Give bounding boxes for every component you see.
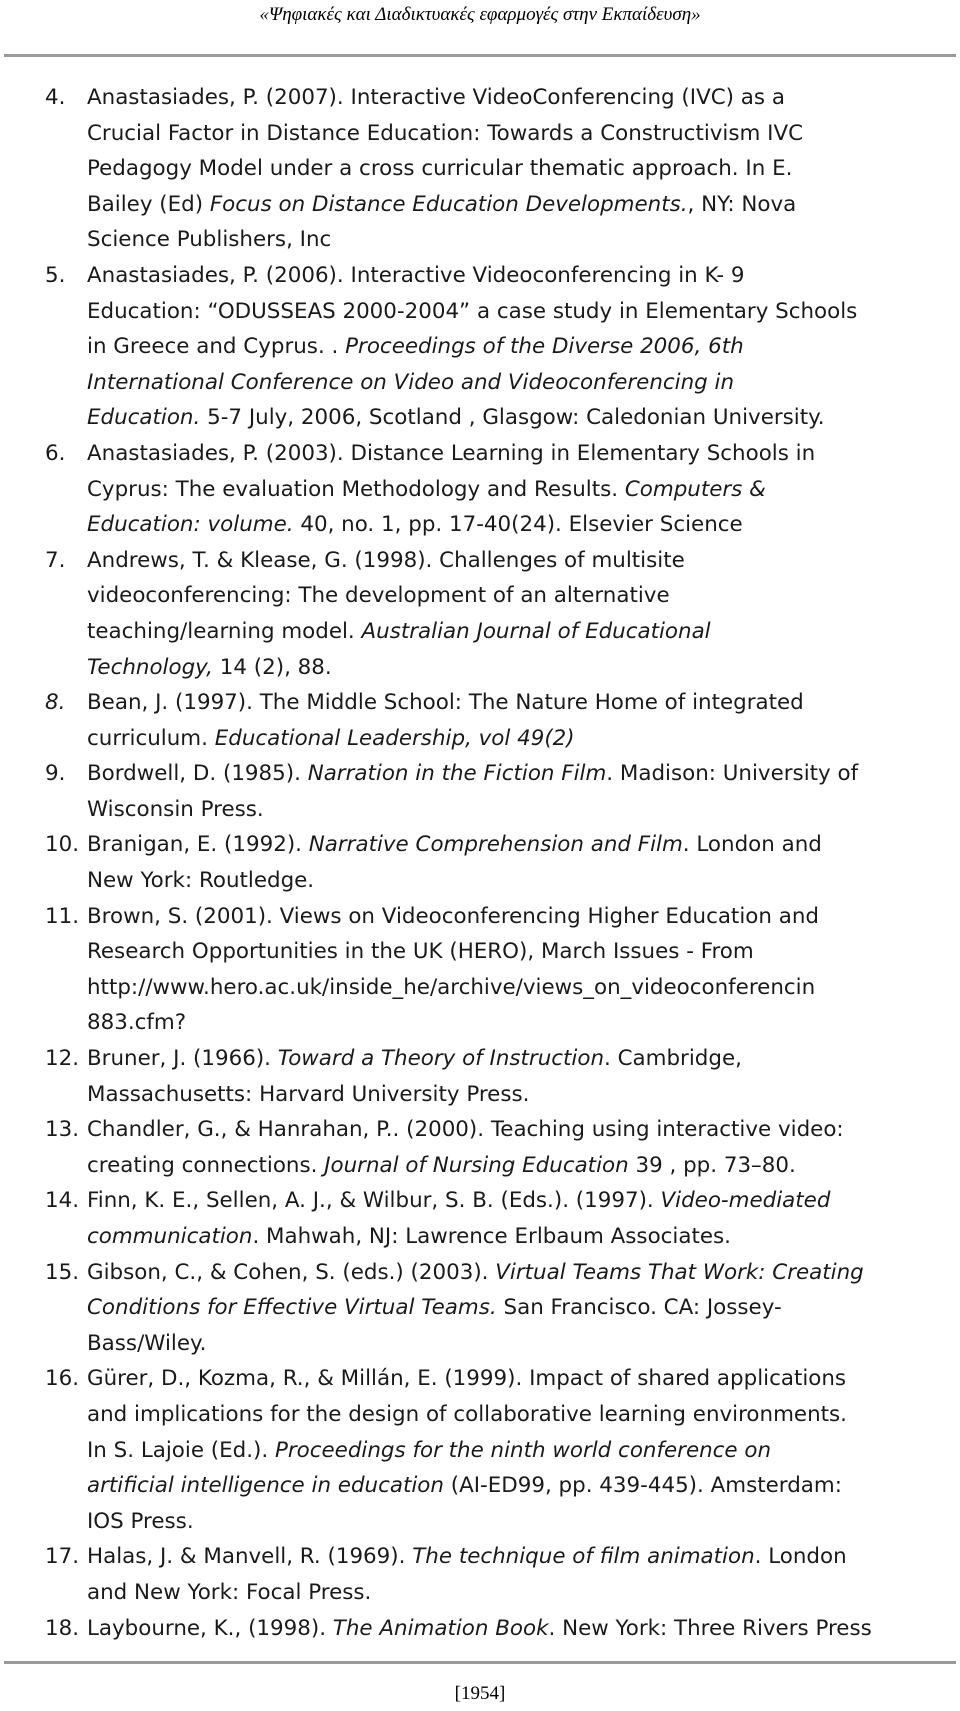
reference-line [87,472,957,508]
reference-text [87,80,957,258]
text-segment: in Greece and Cyprus. . [87,334,346,360]
reference-line [87,863,957,899]
reference-item [45,685,957,756]
text-segment: Bailey (Ed) [87,191,210,217]
italic-segment: Education: volume. [87,512,294,538]
text-segment: creating connections. [87,1152,325,1178]
italic-segment: Proceedings for the ninth world conference on [274,1437,772,1463]
text-segment: Chandler, G., & Hanrahan, P.. (2000). Teaching using interactive video: [87,1117,844,1143]
italic-segment: Video-mediated [660,1188,831,1214]
reference-line [87,116,957,152]
text-segment: 40, no. 1, pp. 17-40(24). Elsevier Science [293,512,743,538]
reference-number: 6. [45,440,66,466]
text-segment: , NY: Nova [687,191,797,217]
reference-line [87,1361,957,1397]
reference-number: 13. [45,1117,80,1143]
text-segment: Science Publishers, Inc [87,227,332,253]
text-segment: Gibson, C., & Cohen, S. (eds.) (2003). [87,1259,496,1285]
text-segment: Bordwell, D. (1985). [87,761,308,787]
text-segment: Education: “ODUSSEAS 2000-2004” a case study in Elementary Schools [87,298,858,324]
italic-segment: Proceedings of the Diverse 2006, 6th [345,334,744,360]
reference-line [87,614,957,650]
italic-segment: artificial intelligence in education [87,1473,444,1499]
reference-text [87,1611,957,1647]
reference-line [87,721,957,757]
reference-item [45,827,957,898]
reference-text [87,1183,957,1254]
text-segment: curriculum. [87,725,215,751]
reference-text [87,685,957,756]
reference-line [87,1077,957,1113]
reference-line [87,294,957,330]
reference-text [87,543,957,685]
text-segment: 14 (2), 88. [212,654,332,680]
reference-line [87,151,957,187]
reference-number: 17. [45,1544,80,1570]
reference-line [87,365,957,401]
reference-line [87,329,957,365]
reference-text [87,1255,957,1362]
reference-number: 8. [45,690,66,716]
text-segment: Anastasiades, P. (2003). Distance Learning in Elementary Schools in [87,440,816,466]
italic-segment: Virtual Teams That Work: Creating [495,1259,864,1285]
text-segment: Branigan, E. (1992). [87,832,309,858]
text-segment: Anastasiades, P. (2007). Interactive VideoConferencing (IVC) as a [87,85,785,110]
reference-item [45,1539,957,1610]
reference-line [87,400,957,436]
text-segment: . New York: Three Rivers Press [548,1615,872,1641]
text-segment: videoconferencing: The development of an alternative [87,583,670,609]
italic-segment: International Conference on Video and Videoconferencing in [87,369,735,395]
italic-segment: Educational Leadership, vol 49(2) [214,725,575,751]
reference-line [87,934,957,970]
reference-text [87,1361,957,1539]
reference-line [87,899,957,935]
reference-line [87,1397,957,1433]
reference-item [45,80,957,258]
reference-line [87,436,957,472]
reference-number: 15. [45,1259,80,1285]
reference-line [87,1219,957,1255]
italic-segment: Computers & [624,476,766,502]
reference-item [45,258,957,436]
text-segment: Andrews, T. & Klease, G. (1998). Challenges of multisite [87,547,685,573]
reference-line [87,543,957,579]
header-divider [4,54,956,57]
reference-item [45,756,957,827]
reference-line [87,1112,957,1148]
text-segment: (AI-ED99, pp. 439-445). Amsterdam: [443,1473,842,1499]
reference-line [87,1433,957,1469]
reference-line [87,756,957,792]
footer-divider [4,1661,956,1664]
reference-number: 16. [45,1366,80,1392]
reference-line [87,80,957,116]
italic-segment: The Animation Book [332,1615,549,1641]
reference-line [87,1005,957,1041]
text-segment: and New York: Focal Press. [87,1579,372,1605]
text-segment: Crucial Factor in Distance Education: Towards a Constructivism IVC [87,120,804,146]
reference-line [87,1575,957,1611]
text-segment: 5-7 July, 2006, Scotland , Glasgow: Caledonian University. [200,405,825,431]
text-segment: Finn, K. E., Sellen, A. J., & Wilbur, S. B. (Eds.). (1997). [87,1188,661,1214]
text-segment: IOS Press. [87,1508,194,1534]
reference-line [87,1611,957,1647]
reference-line [87,827,957,863]
text-segment: In S. Lajoie (Ed.). [87,1437,275,1463]
text-segment: . London and [682,832,822,858]
reference-item [45,1255,957,1362]
reference-line [87,1148,957,1184]
reference-line [87,685,957,721]
reference-text [87,436,957,543]
reference-item [45,436,957,543]
reference-number: 14. [45,1188,80,1214]
italic-segment: Journal of Nursing Education [324,1152,629,1178]
text-segment: http://www.hero.ac.uk/inside_he/archive/views_on_videoconferencin [87,974,816,1000]
reference-number: 10. [45,832,80,858]
text-segment: . Mahwah, NJ: Lawrence Erlbaum Associates. [252,1224,731,1249]
reference-text [87,1112,957,1183]
reference-item [45,899,957,1041]
reference-text [87,827,957,898]
text-segment: Massachusetts: Harvard University Press. [87,1081,530,1107]
page-number: [1954] [454,1683,506,1704]
reference-line [87,970,957,1006]
reference-item [45,1183,957,1254]
reference-item [45,1361,957,1539]
text-segment: 39 , pp. 73–80. [628,1152,796,1178]
italic-segment: Australian Journal of Educational [361,618,711,644]
italic-segment: communication [87,1224,253,1249]
text-segment: 883.cfm? [87,1010,187,1036]
reference-line [87,187,957,223]
text-segment: Bass/Wiley. [87,1330,207,1356]
text-segment: New York: Routledge. [87,868,315,894]
reference-line [87,222,957,258]
text-segment: Gürer, D., Kozma, R., & Millán, E. (1999). Impact of shared applications [87,1366,847,1392]
reference-line [87,1183,957,1219]
reference-line [87,1290,957,1326]
italic-segment: The technique of film animation [412,1544,755,1570]
reference-number: 12. [45,1046,80,1072]
text-segment: . Cambridge, [604,1046,742,1072]
reference-list [45,80,957,1646]
reference-number: 4. [45,85,66,110]
text-segment: Research Opportunities in the UK (HERO), March Issues - From [87,939,754,965]
reference-line [87,507,957,543]
reference-line [87,1539,957,1575]
italic-segment: Conditions for Effective Virtual Teams. [87,1295,497,1321]
reference-text [87,1539,957,1610]
text-segment: Bean, J. (1997). The Middle School: The Nature Home of integrated [87,690,804,716]
reference-text [87,1041,957,1112]
reference-item [45,1611,957,1647]
reference-line [87,578,957,614]
reference-text [87,258,957,436]
reference-item [45,543,957,685]
text-segment: . London [754,1544,847,1570]
reference-number: 5. [45,262,66,288]
text-segment: San Francisco. CA: Jossey- [496,1295,782,1321]
italic-segment: Narrative Comprehension and Film [308,832,683,858]
reference-item [45,1041,957,1112]
text-segment: teaching/learning model. [87,618,362,644]
reference-line [87,650,957,686]
italic-segment: Technology, [87,654,213,680]
text-segment: Halas, J. & Manvell, R. (1969). [87,1544,413,1570]
text-segment: . Madison: University of [606,761,859,787]
reference-number: 11. [45,903,80,929]
reference-text [87,756,957,827]
reference-line [87,1326,957,1362]
text-segment: Anastasiades, P. (2006). Interactive Videoconferencing in K- 9 [87,262,745,288]
reference-line [87,1041,957,1077]
text-segment: Cyprus: The evaluation Methodology and Results. [87,476,625,502]
italic-segment: Toward a Theory of Instruction [277,1046,604,1072]
text-segment: Brown, S. (2001). Views on Videoconferencing Higher Education and [87,903,819,929]
running-header: «Ψηφιακές και Διαδικτυακές εφαρμογές στην Εκπαίδευση» [259,4,701,25]
text-segment: Wisconsin Press. [87,796,264,822]
reference-line [87,1504,957,1540]
reference-number: 7. [45,547,66,573]
reference-line [87,1468,957,1504]
italic-segment: Education. [87,405,201,431]
reference-line [87,258,957,294]
reference-line [87,792,957,828]
italic-segment: Narration in the Fiction Film [307,761,607,787]
italic-segment: Focus on Distance Education Developments. [209,191,688,217]
text-segment: and implications for the design of collaborative learning environments. [87,1401,847,1427]
reference-item [45,1112,957,1183]
text-segment: Pedagogy Model under a cross curricular thematic approach. In E. [87,156,793,182]
reference-text [87,899,957,1041]
text-segment: Bruner, J. (1966). [87,1046,278,1072]
text-segment: Laybourne, K., (1998). [87,1615,333,1641]
reference-line [87,1255,957,1291]
reference-number: 9. [45,761,66,787]
reference-number: 18. [45,1615,80,1641]
